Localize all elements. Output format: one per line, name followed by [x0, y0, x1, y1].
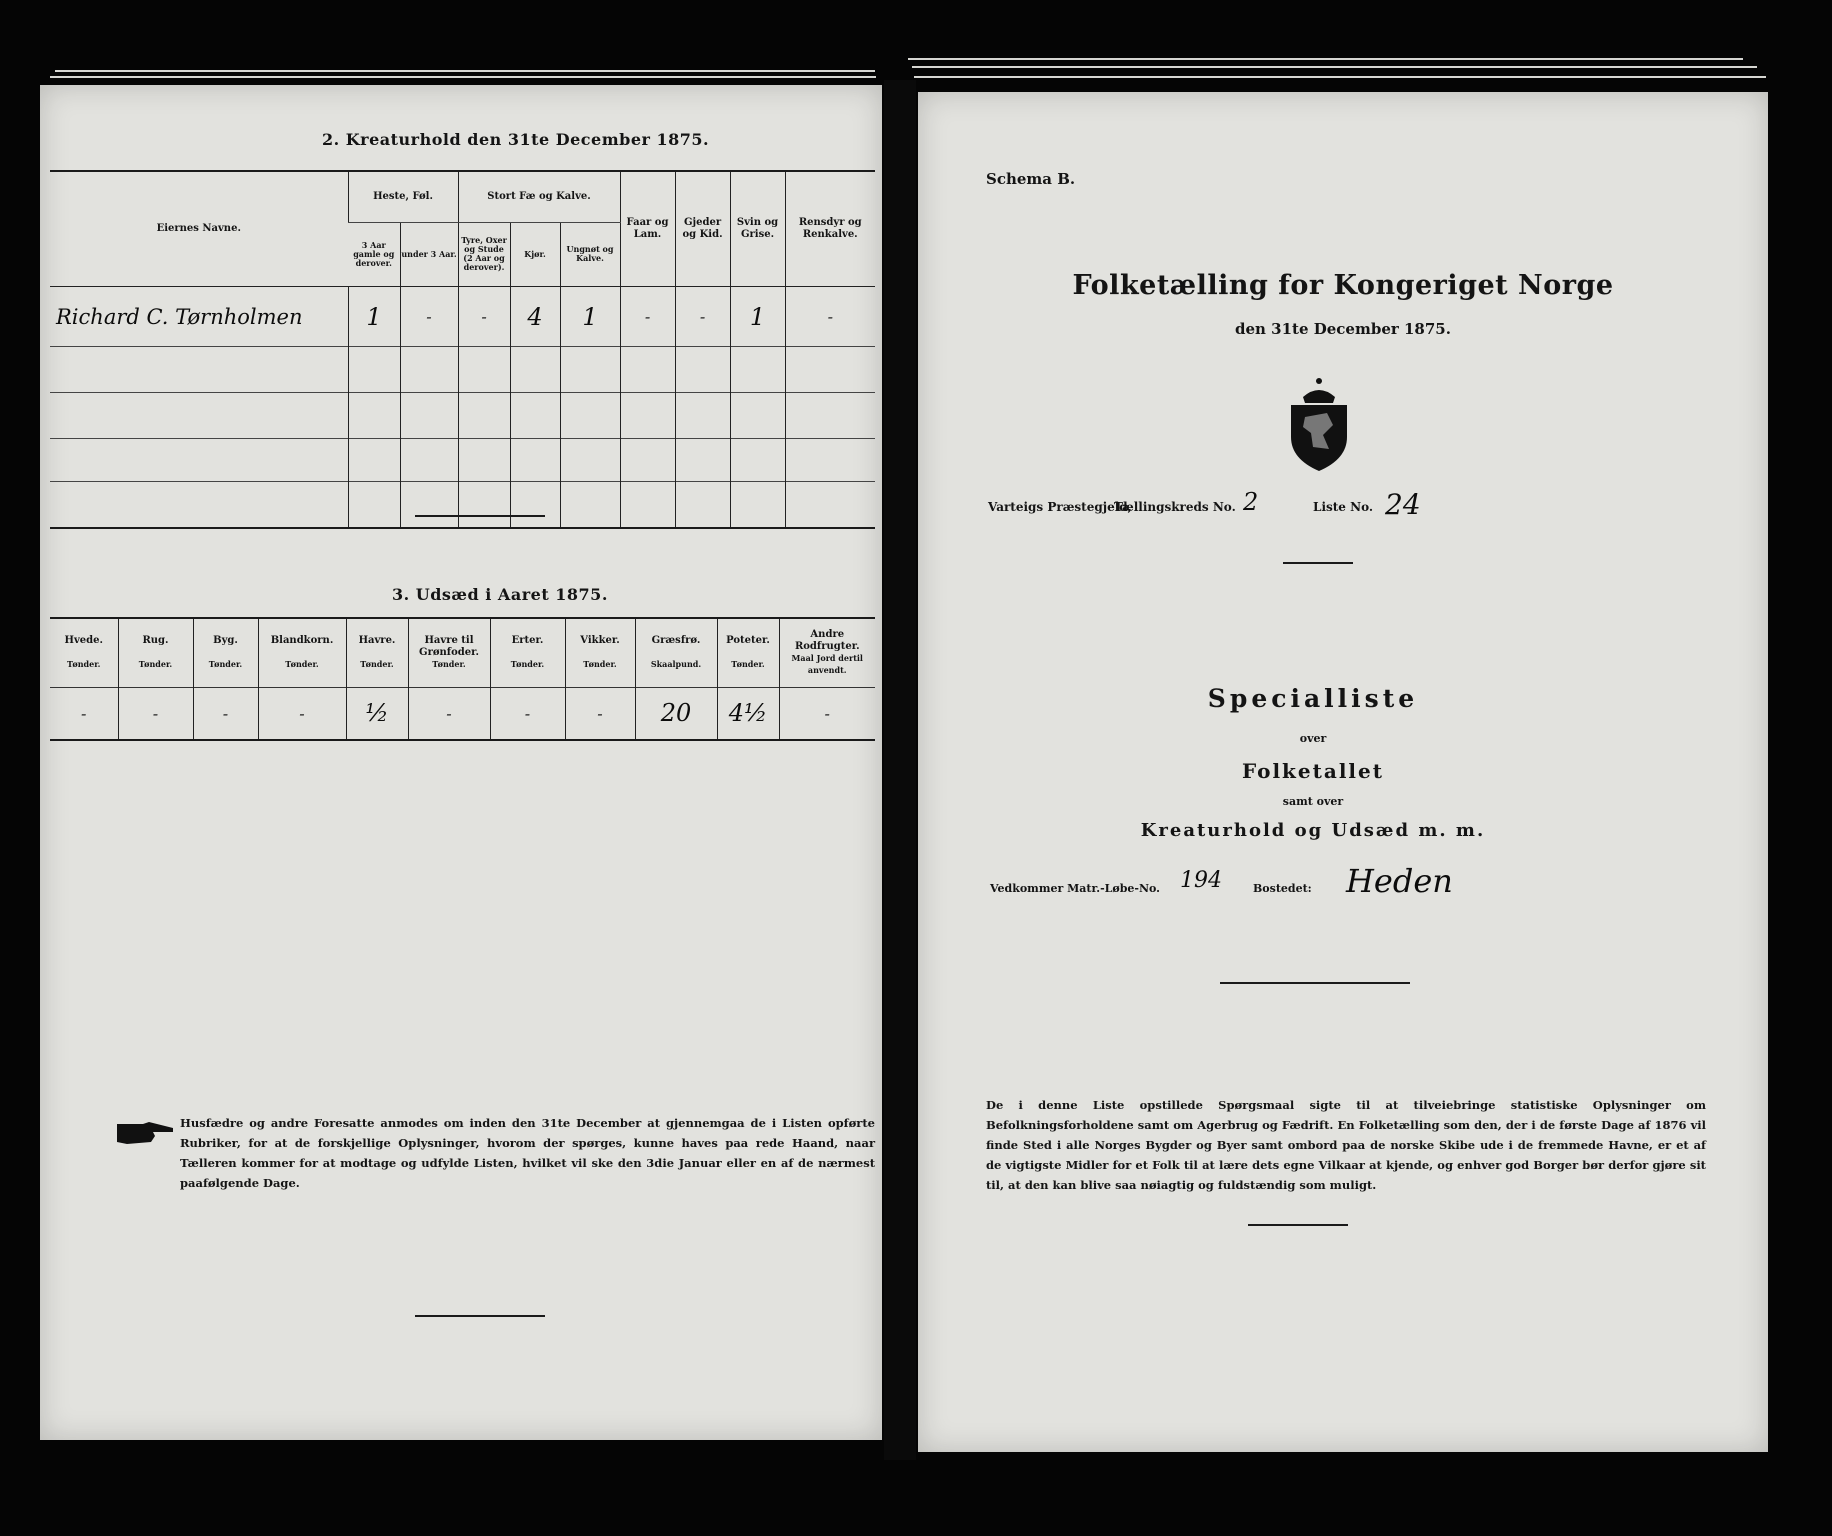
seed-header-label: Rug.	[142, 634, 169, 646]
seed-value: -	[193, 687, 258, 739]
page-edge	[908, 58, 1743, 60]
horses-3yr-header: 3 Aar gamle og derover.	[353, 239, 395, 268]
seed-value: -	[490, 687, 565, 739]
seed-header-label: Andre Rodfrugter.	[794, 628, 860, 652]
samt-over-label: samt over	[1282, 795, 1344, 808]
seed-unit-label: Tønder.	[138, 658, 173, 669]
schema-label: Schema B.	[986, 170, 1076, 188]
seed-value: -	[779, 687, 875, 739]
seed-header-label: Poteter.	[726, 634, 770, 646]
owner-name-cell: Richard C. Tørnholmen	[56, 304, 303, 329]
purpose-paragraph: De i denne Liste opstillede Spørgsmaal sigte til at tilveiebringe statistiske Oplysninger om Befolkningsforholdene samt om Agerbrug og Fædrift. En Folketælling som den, der i de første Dage af 1876 vil finde Sted i alle Norges Bygder og Byer samt ombord paa de norske Skibe ude i de fremmede Havne, er et af de vigtigste Midler for et Folk til at lære dets egne Vilkaar at kjende, og enhver god Borger bør derfor gjøre sit til, at den kan blive saa nøiagtig og fuldstændig som muligt.	[986, 1098, 1706, 1192]
table-cell: -	[400, 286, 458, 347]
seed-header	[565, 619, 635, 687]
divider-line	[1248, 1224, 1348, 1226]
table-cell: 4	[510, 286, 560, 347]
seed-value: -	[258, 687, 346, 739]
table-cell: 1	[730, 286, 785, 347]
seed-header	[258, 619, 346, 687]
goats-header: Gjeder og Kid.	[675, 172, 730, 286]
page-edge	[914, 76, 1766, 78]
bulls-header: Tyre, Oxer og Stude (2 Aar og derover).	[458, 223, 510, 286]
seed-value: -	[81, 703, 87, 723]
seed-unit-label: Tønder.	[285, 658, 319, 669]
table-cell: -	[620, 286, 675, 347]
seed-bottom-rule	[50, 739, 875, 741]
table-cell: -	[785, 286, 875, 347]
seed-header	[717, 619, 779, 687]
list-number: 24	[1385, 488, 1421, 521]
seed-value: 20	[635, 687, 717, 739]
page-edge	[55, 70, 875, 72]
table-row	[50, 393, 875, 439]
seed-header-label: Erter.	[511, 634, 544, 646]
seed-title: 3. Udsæd i Aaret 1875.	[392, 585, 608, 604]
bosted-value: Heden	[1346, 862, 1453, 900]
reindeer-header: Rensdyr og Renkalve.	[785, 172, 875, 286]
owner-name-header: Eiernes Navne.	[156, 222, 241, 234]
census-date: den 31te December 1875.	[1235, 320, 1451, 338]
divider-line	[1220, 982, 1410, 984]
horses-header: Heste, Føl.	[348, 172, 458, 223]
cows-header: Kjør.	[510, 223, 560, 286]
calves-header: Ungnøt og Kalve.	[560, 223, 620, 286]
seed-unit-label: Skaalpund.	[650, 658, 702, 669]
list-label: Liste No.	[1313, 500, 1374, 514]
matr-label: Vedkommer Matr.-Løbe-No.	[990, 882, 1160, 895]
seed-header	[50, 619, 118, 687]
district-label: Tællingskreds No.	[1114, 500, 1236, 514]
seed-header-label: Vikker.	[580, 634, 620, 646]
horses-under3-header: under 3 Aar.	[400, 223, 458, 286]
seed-header-label: Græsfrø.	[651, 634, 701, 646]
right-page	[918, 92, 1768, 1452]
seed-unit-label: Tønder.	[583, 658, 617, 669]
page-edge	[912, 66, 1757, 68]
over-label: over	[1299, 732, 1327, 745]
pointing-hand-icon	[115, 1120, 177, 1146]
seed-unit-label: Tønder.	[731, 658, 765, 669]
kreaturhold-label: Kreaturhold og Udsæd m. m.	[1140, 820, 1486, 841]
bosted-label: Bostedet:	[1253, 882, 1312, 895]
coat-of-arms-icon	[1283, 375, 1355, 475]
matr-number: 194	[1180, 868, 1222, 893]
seed-header-label: Blandkorn.	[270, 634, 334, 646]
seed-value: -	[565, 687, 635, 739]
seed-header	[118, 619, 193, 687]
district-number: 2	[1243, 488, 1259, 516]
seed-header	[408, 619, 490, 687]
divider-line	[1283, 562, 1353, 564]
left-page	[40, 85, 882, 1440]
folketallet-label: Folketallet	[1242, 759, 1384, 783]
page-edge	[50, 76, 876, 78]
seed-unit-label: Maal Jord dertil anvendt.	[791, 652, 863, 675]
seed-value: -	[118, 687, 193, 739]
table-cell: 1	[348, 286, 400, 347]
table-row	[50, 438, 875, 481]
divider-line	[415, 1315, 545, 1317]
seed-header	[635, 619, 717, 687]
seed-header	[193, 619, 258, 687]
seed-header-label: Byg.	[213, 634, 238, 646]
seed-header-label: Hvede.	[64, 634, 103, 646]
pigs-header: Svin og Grise.	[730, 172, 785, 286]
table-row	[50, 481, 875, 527]
table-cell: -	[458, 286, 510, 347]
seed-unit-label: Tønder.	[208, 658, 243, 669]
sheep-header: Faar og Lam.	[620, 172, 675, 286]
table-row	[50, 347, 875, 393]
table-cell: -	[675, 286, 730, 347]
cattle-header: Stort Fæ og Kalve.	[458, 172, 620, 223]
seed-header	[779, 619, 875, 687]
seed-unit-label: Tønder.	[67, 658, 101, 669]
table-cell: 1	[560, 286, 620, 347]
seed-header-label: Havre.	[358, 634, 396, 646]
seed-table	[50, 619, 875, 739]
census-title: Folketælling for Kongeriget Norge	[1072, 270, 1614, 301]
livestock-table	[50, 172, 875, 527]
table-bottom-rule	[50, 527, 875, 529]
specialliste-title: Specialliste	[1207, 684, 1419, 713]
seed-value: ½	[346, 687, 408, 739]
parish-label: Varteigs Præstegjeld,	[988, 500, 1132, 514]
notice-text: Husfædre og andre Foresatte anmodes om inden den 31te December at gjennemgaa de i Listen opførte Rubriker, for at de forskjellige Oplysninger, hvorom der spørges, kunne haves paa rede Haand, naar Tælleren kommer for at modtage og udfylde Listen, hvilket vil ske den 3die Januar eller en af de nærmest paafølgende Dage.	[180, 1116, 875, 1190]
seed-header-label: Havre til Grønfoder.	[419, 634, 479, 658]
seed-unit-label: Tønder.	[510, 658, 545, 669]
seed-unit-label: Tønder.	[432, 658, 466, 669]
livestock-title: 2. Kreaturhold den 31te December 1875.	[322, 130, 710, 149]
seed-header	[346, 619, 408, 687]
seed-unit-label: Tønder.	[360, 658, 394, 669]
divider-line	[415, 515, 545, 517]
seed-header	[490, 619, 565, 687]
seed-value: 4½	[717, 687, 779, 739]
seed-value: -	[408, 687, 490, 739]
